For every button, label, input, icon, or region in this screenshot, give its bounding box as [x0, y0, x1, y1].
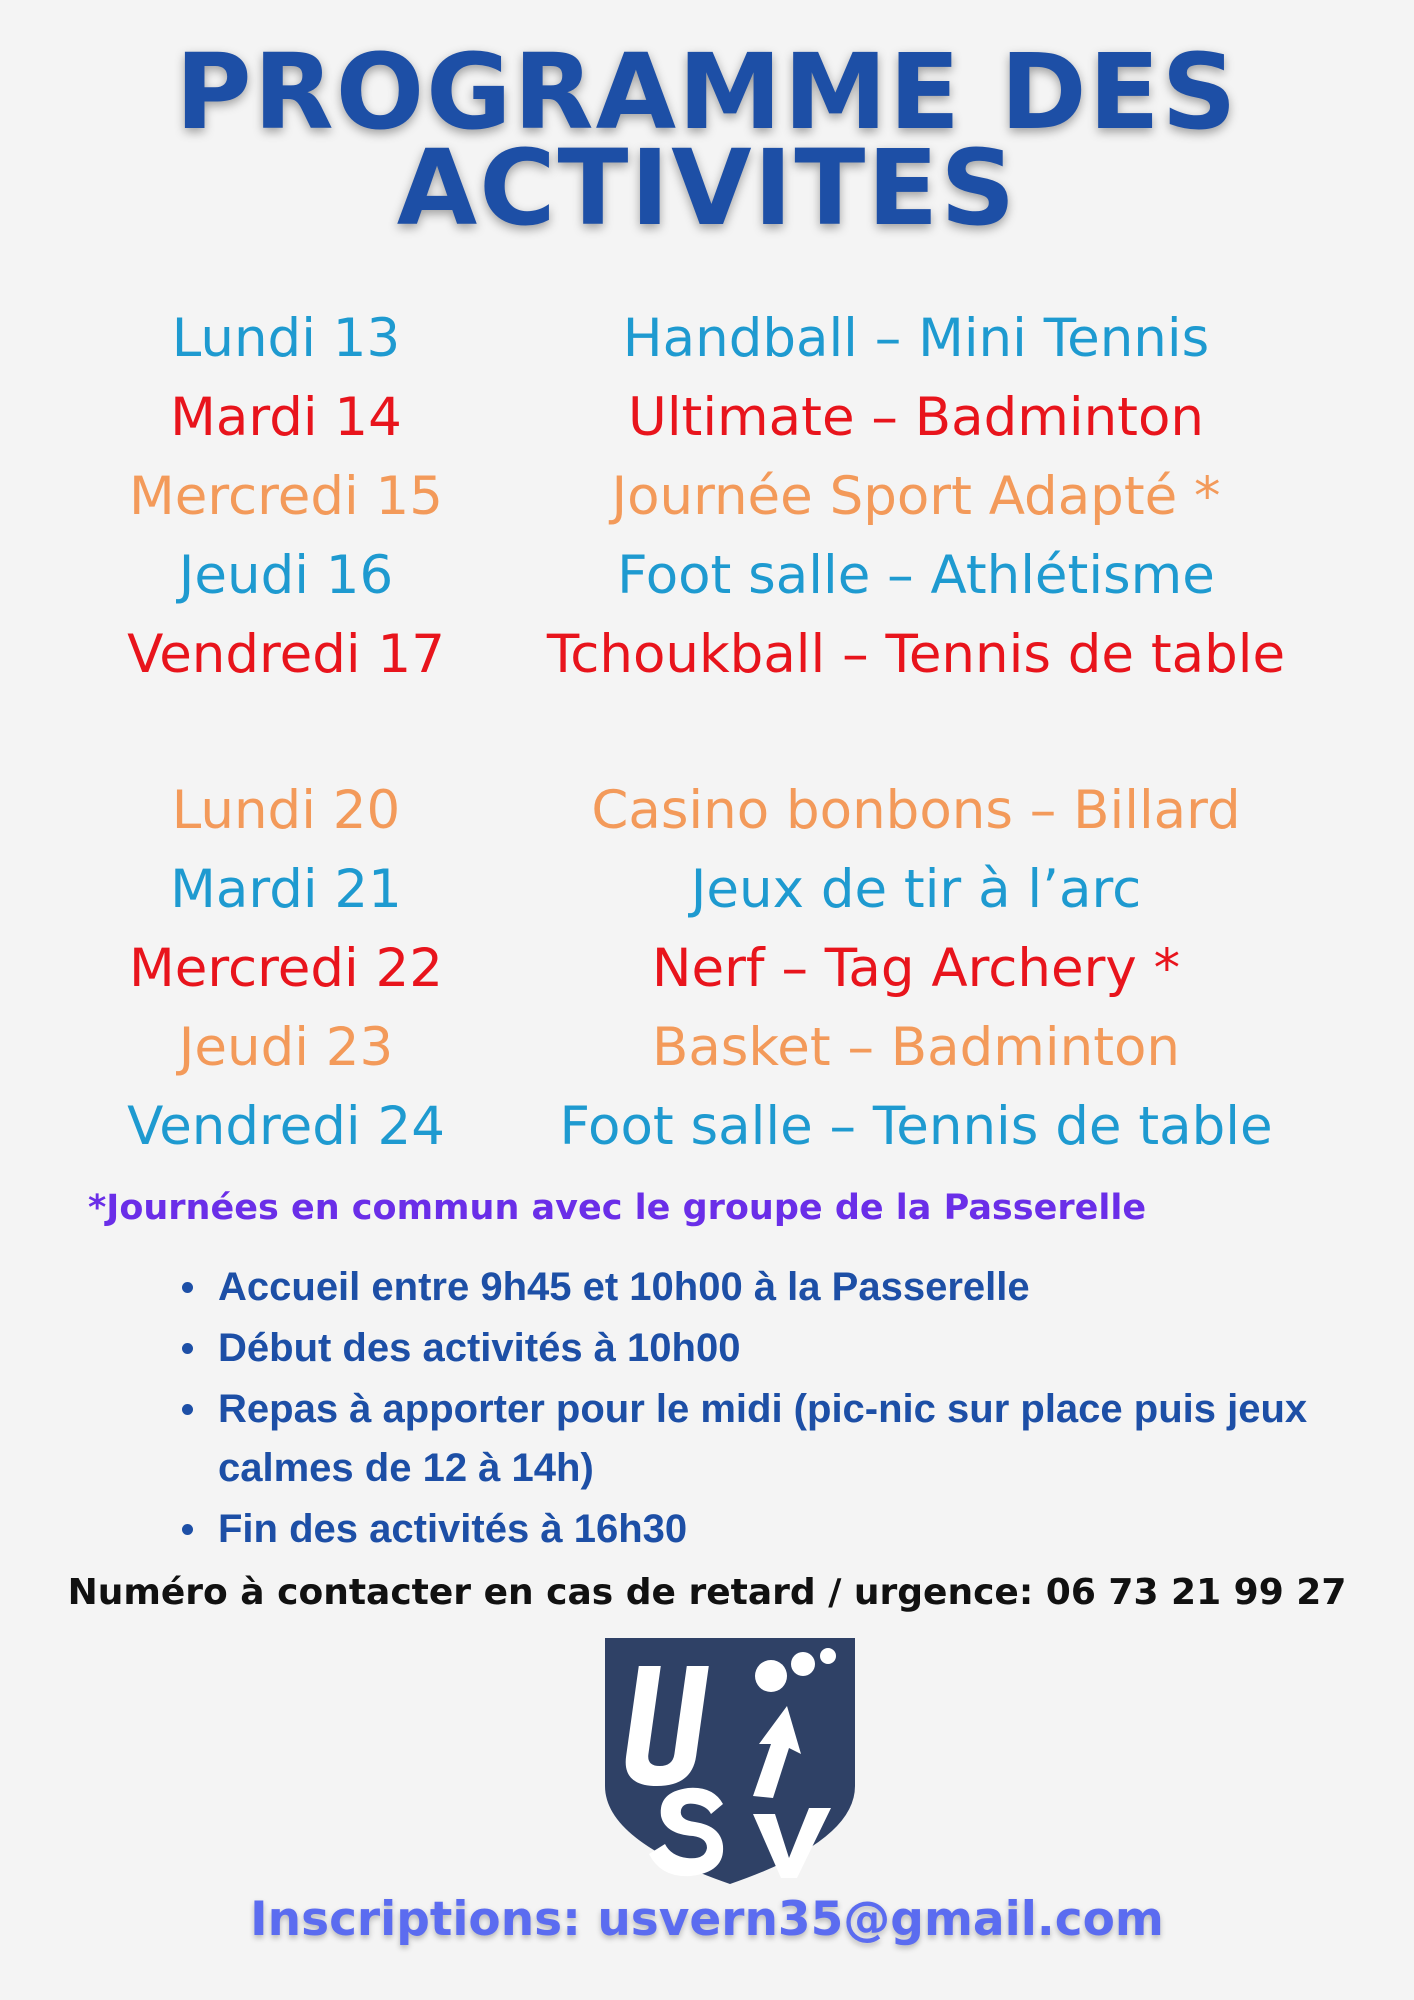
activity-label: Foot salle – Tennis de table [559, 1096, 1273, 1157]
info-item-text: Accueil entre 9h45 et 10h00 à la Passerelle [218, 1265, 1030, 1309]
day-label: Jeudi 16 [178, 545, 394, 606]
schedule-row [0, 772, 1414, 850]
bullet-icon [182, 1524, 193, 1535]
inscriptions-email[interactable]: Inscriptions: usvern35@gmail.com [250, 1892, 1164, 1947]
activity-label: Basket – Badminton [651, 1017, 1181, 1078]
day-label: Vendredi 24 [127, 1096, 445, 1157]
schedule-row [0, 537, 1414, 615]
info-item [182, 1500, 1362, 1559]
info-item [182, 1319, 1362, 1378]
usv-shield-logo [603, 1636, 857, 1886]
activity-label: Ultimate – Badminton [628, 387, 1204, 448]
bullet-icon [182, 1343, 193, 1354]
page-title [0, 31, 1414, 249]
schedule-row [0, 1009, 1414, 1087]
schedule-row [0, 930, 1414, 1008]
day-label: Lundi 20 [171, 780, 401, 841]
schedule-row [0, 458, 1414, 536]
info-item-text: Repas à apporter pour le midi (pic-nic sur place puis jeux calmes de 12 à 14h) [218, 1387, 1308, 1490]
activity-label: Foot salle – Athlétisme [617, 545, 1215, 606]
day-label: Mardi 21 [170, 859, 402, 920]
info-item-text: Début des activités à 10h00 [218, 1326, 741, 1370]
activity-label: Casino bonbons – Billard [591, 780, 1241, 841]
info-item [182, 1258, 1362, 1317]
activity-label: Tchoukball – Tennis de table [546, 624, 1286, 685]
day-label: Mercredi 15 [129, 466, 443, 527]
day-label: Jeudi 23 [178, 1017, 394, 1078]
schedule-row [0, 300, 1414, 378]
schedule-row [0, 616, 1414, 694]
info-item [182, 1380, 1362, 1498]
activity-label: Nerf – Tag Archery * [651, 938, 1181, 999]
activity-label: Journée Sport Adapté * [611, 466, 1221, 527]
info-list [182, 1258, 1362, 1559]
activity-label: Jeux de tir à l’arc [690, 859, 1142, 920]
schedule-row [0, 851, 1414, 929]
activity-label: Handball – Mini Tennis [622, 308, 1210, 369]
contact-phone: Numéro à contacter en cas de retard / urgence: 06 73 21 99 27 [67, 1572, 1347, 1613]
bullet-icon [182, 1404, 193, 1415]
day-label: Vendredi 17 [127, 624, 445, 685]
day-label: Lundi 13 [171, 308, 401, 369]
bullet-icon [182, 1282, 193, 1293]
schedule-row [0, 1088, 1414, 1166]
day-label: Mercredi 22 [129, 938, 443, 999]
info-item-text: Fin des activités à 16h30 [218, 1507, 688, 1551]
schedule-row [0, 379, 1414, 457]
day-label: Mardi 14 [170, 387, 402, 448]
shared-days-note: *Journées en commun avec le groupe de la Passerelle [88, 1188, 1147, 1228]
title-line-2: ACTIVITES [396, 127, 1018, 249]
title-line-1: PROGRAMME DES [175, 31, 1239, 153]
